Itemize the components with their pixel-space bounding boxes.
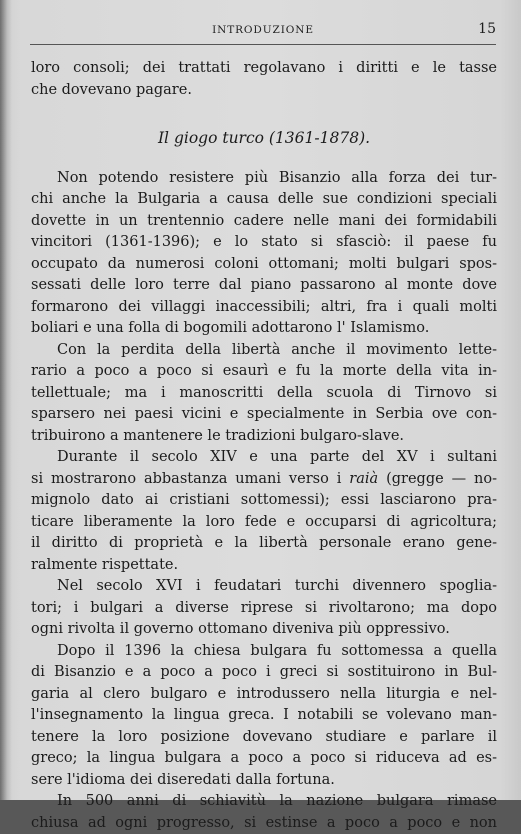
text-line: greco; la lingua bulgara a poco a poco si riduceva ad es- [31, 748, 497, 770]
text-segment: (gregge — no- [386, 471, 497, 487]
text-line: garia al clero bulgaro e introdussero nella liturgia e nel- [31, 684, 497, 706]
text-line: formarono dei villaggi inaccessibili; altri, fra i quali molti [31, 297, 497, 319]
text-line: vincitori (1361-1396); e lo stato si sfasciò: il paese fu [31, 232, 497, 254]
text-line: sessati delle loro terre dal piano passarono al monte dove [31, 275, 497, 297]
body-text [31, 58, 497, 834]
text-line: l'insegnamento la lingua greca. I notabili se volevano man- [31, 705, 497, 727]
header-rule [30, 44, 496, 45]
text-line: chiusa ad ogni progresso, si estinse a poco a poco e non [31, 813, 497, 834]
text-line: boliari e una folla di bogomili adottarono l' Islamismo. [31, 318, 497, 340]
running-title: INTRODUZIONE [30, 24, 496, 36]
text-line [31, 469, 497, 491]
text-line: Non potendo resistere più Bisanzio alla forza dei tur- [31, 168, 497, 190]
italic-term: raià [349, 471, 378, 487]
text-line: che dovevano pagare. [31, 80, 497, 102]
text-line: dovette in un trentennio cadere nelle mani dei formidabili [31, 211, 497, 233]
section-title: Il giogo turco (1361-1878). [31, 128, 497, 150]
text-line: Con la perdita della libertà anche il movimento lette- [31, 340, 497, 362]
text-line: Durante il secolo XIV e una parte del XV i sultani [31, 447, 497, 469]
text-line: mignolo dato ai cristiani sottomessi); essi lasciarono pra- [31, 490, 497, 512]
text-line: ticare liberamente la loro fede e occuparsi di agricoltura; [31, 512, 497, 534]
text-line: ogni rivolta il governo ottomano diveniva più oppressivo. [31, 619, 497, 641]
text-line: tenere la loro posizione dovevano studiare e parlare il [31, 727, 497, 749]
text-line: rario a poco a poco si esaurì e fu la morte della vita in- [31, 361, 497, 383]
text-line: occupato da numerosi coloni ottomani; molti bulgari spos- [31, 254, 497, 276]
text-line: Dopo il 1396 la chiesa bulgara fu sottomessa a quella [31, 641, 497, 663]
text-line: ralmente rispettate. [31, 555, 497, 577]
text-line: tellettuale; ma i manoscritti della scuola di Tirnovo si [31, 383, 497, 405]
text-line: sere l'idioma dei diseredati dalla fortuna. [31, 770, 497, 792]
text-line: di Bisanzio e a poco a poco i greci si sostituirono in Bul- [31, 662, 497, 684]
text-line: tribuirono a mantenere le tradizioni bulgaro-slave. [31, 426, 497, 448]
text-line: sparsero nei paesi vicini e specialmente in Serbia ove con- [31, 404, 497, 426]
text-line: il diritto di proprietà e la libertà personale erano gene- [31, 533, 497, 555]
text-line: Nel secolo XVI i feudatari turchi divennero spoglia- [31, 576, 497, 598]
text-line: tori; i bulgari a diverse riprese si rivoltarono; ma dopo [31, 598, 497, 620]
text-segment: si mostrarono abbastanza umani verso i [31, 471, 341, 487]
text-line: chi anche la Bulgaria a causa delle sue condizioni speciali [31, 189, 497, 211]
text-line: In 500 anni di schiavitù la nazione bulgara rimase [31, 791, 497, 813]
page-number: 15 [478, 21, 496, 37]
page-header [30, 22, 496, 42]
text-line: loro consoli; dei trattati regolavano i diritti e le tasse [31, 58, 497, 80]
